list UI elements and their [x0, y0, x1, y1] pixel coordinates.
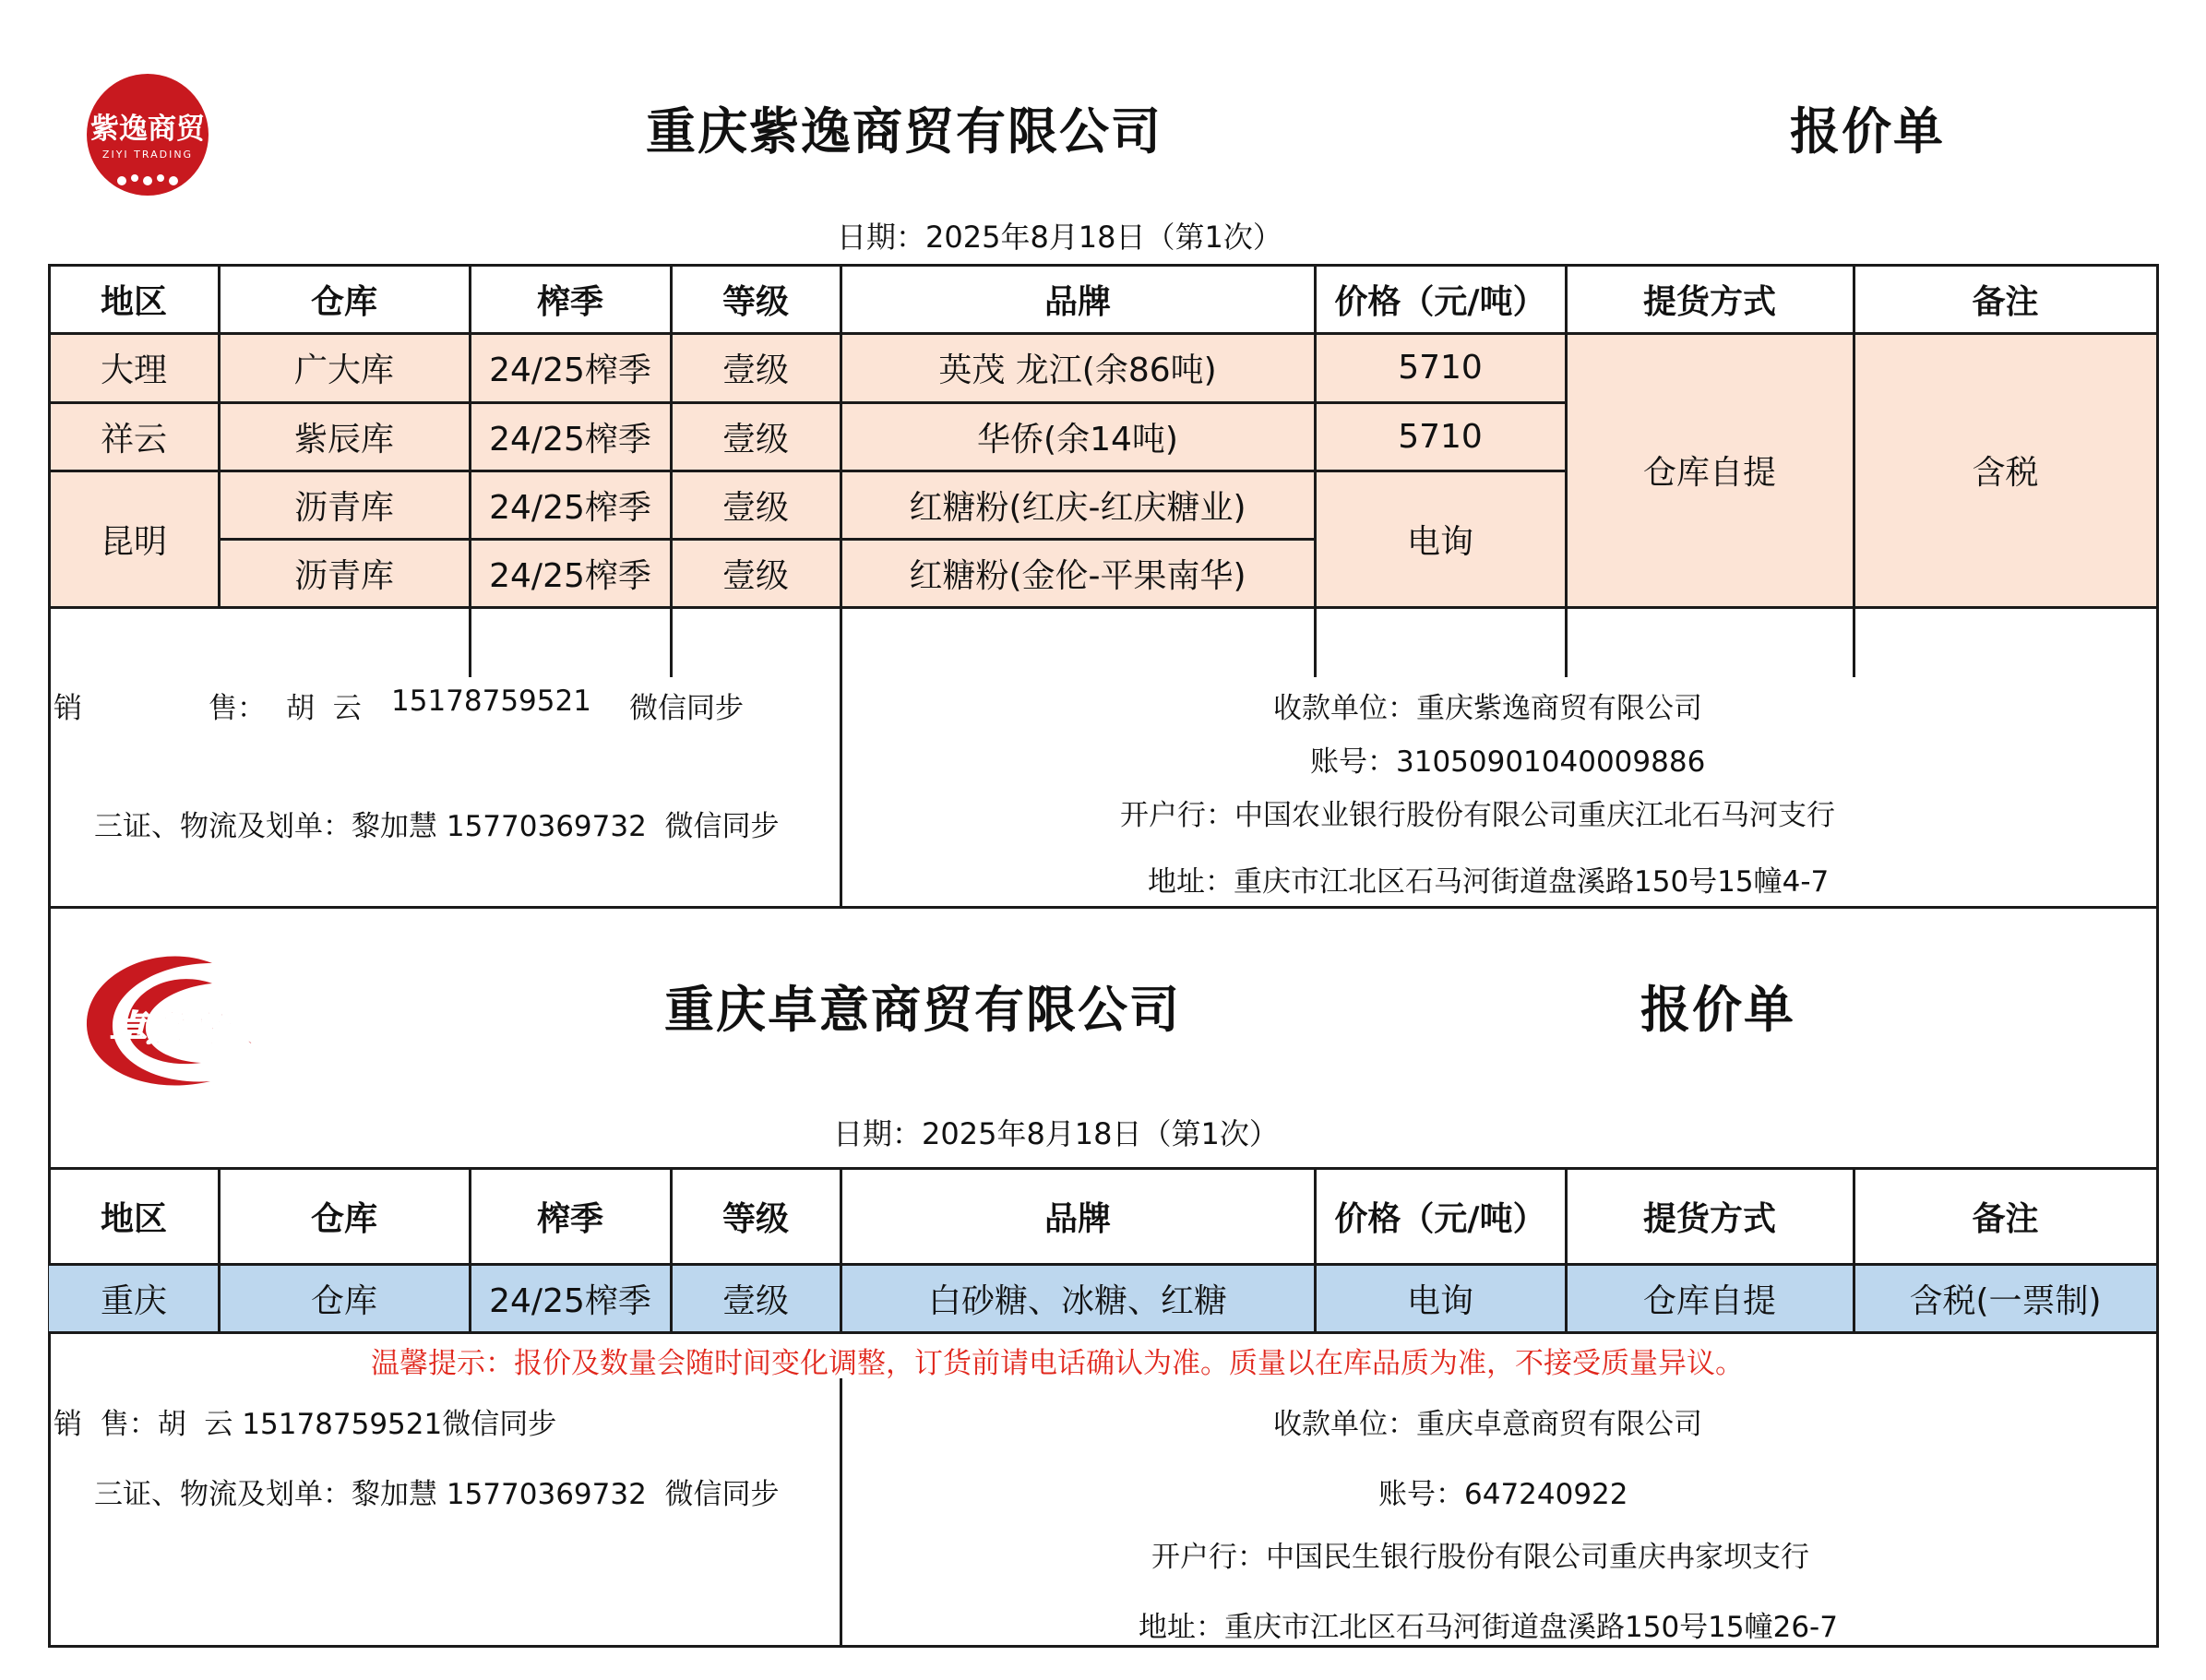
header-region: 地区 [100, 282, 167, 321]
header2-pickup: 提货方式 [1642, 1199, 1776, 1238]
company-title: 重庆紫逸商贸有限公司 [646, 102, 1163, 161]
svg-text:ZIYI TRADING: ZIYI TRADING [101, 149, 194, 161]
account-number: 账号：31050901040009886 [1310, 745, 1706, 779]
row2-season: 24/25榨季 [489, 420, 651, 459]
header-season: 榨季 [536, 282, 603, 321]
row1-warehouse: 广大库 [293, 351, 394, 389]
row2-warehouse: 紫辰库 [293, 420, 394, 459]
address: 地址：重庆市江北区石马河街道盘溪路150号15幢4-7 [1148, 865, 1830, 899]
row4-season: 24/25榨季 [489, 556, 651, 595]
row3-season: 24/25榨季 [489, 488, 651, 527]
row2-grade: 壹级 [721, 420, 789, 459]
sales-info-2: 销 售：胡 云 15178759521微信同步 [54, 1408, 557, 1441]
header-price: 价格（元/吨） [1334, 282, 1546, 321]
row2-brand: 华侨(余14吨) [977, 420, 1178, 459]
bank-name: 开户行：中国农业银行股份有限公司重庆江北石马河支行 [1120, 799, 1835, 832]
row2b-region: 重庆 [100, 1281, 167, 1320]
sales-phone: 15178759521 [391, 685, 591, 718]
row4-brand: 红糖粉(金伦-平果南华) [909, 556, 1246, 595]
zhuoyi-logo [74, 947, 268, 1098]
quote-date: 日期：2025年8月18日（第1次） [837, 220, 1282, 255]
header-remark: 备注 [1972, 282, 2039, 321]
row2b-pickup: 仓库自提 [1642, 1281, 1776, 1320]
payee: 收款单位：重庆紫逸商贸有限公司 [1273, 692, 1702, 725]
header-brand: 品牌 [1043, 282, 1111, 321]
row2b-grade: 壹级 [721, 1281, 789, 1320]
row3-price: 电询 [1406, 522, 1473, 561]
row3-warehouse: 沥青库 [293, 488, 394, 527]
svg-text:紫逸商贸: 紫逸商贸 [90, 113, 205, 146]
row1-grade: 壹级 [721, 351, 789, 389]
sales-label-b: 售： [209, 692, 266, 725]
row1-brand: 英茂 龙江(余86吨) [938, 351, 1217, 389]
svg-text:卓意商贸: 卓意商贸 [109, 1008, 256, 1051]
row2-region: 祥云 [100, 420, 167, 459]
row3-region: 昆明 [100, 522, 167, 561]
header2-region: 地区 [100, 1199, 167, 1238]
row1-season: 24/25榨季 [489, 351, 651, 389]
header2-grade: 等级 [721, 1199, 789, 1238]
row2b-brand: 白砂糖、冰糖、红糖 [927, 1281, 1227, 1320]
row1-price: 5710 [1398, 349, 1483, 387]
doc-title: 报价单 [1790, 102, 1945, 161]
row3-grade: 壹级 [721, 488, 789, 527]
quote-date-2: 日期：2025年8月18日（第1次） [833, 1116, 1279, 1151]
row2b-price: 电询 [1406, 1281, 1473, 1320]
header2-remark: 备注 [1972, 1199, 2039, 1238]
logistics-contact-2: 三证、物流及划单：黎加慧 15770369732 微信同步 [94, 1478, 780, 1511]
doc-title-2: 报价单 [1640, 981, 1795, 1039]
bank-name-2: 开户行：中国民生银行股份有限公司重庆冉家坝支行 [1151, 1541, 1809, 1574]
account-number-2: 账号：647240922 [1378, 1478, 1628, 1511]
row2-price: 5710 [1398, 417, 1483, 456]
logistics-contact: 三证、物流及划单：黎加慧 15770369732 微信同步 [94, 810, 780, 843]
header2-season: 榨季 [536, 1199, 603, 1238]
header2-warehouse: 仓库 [310, 1199, 377, 1238]
row1-region: 大理 [100, 351, 167, 389]
row2b-remark: 含税(一票制) [1909, 1281, 2102, 1320]
sales-label-a: 销 [54, 692, 82, 725]
sales-wechat: 微信同步 [629, 692, 744, 725]
row2b-warehouse: 仓库 [310, 1281, 377, 1320]
notice-text: 温馨提示：报价及数量会随时间变化调整，订货前请电话确认为准。质量以在库品质为准，不接受质量异议。 [371, 1347, 1744, 1380]
header-grade: 等级 [721, 282, 789, 321]
header2-brand: 品牌 [1043, 1199, 1111, 1238]
pickup-method: 仓库自提 [1642, 454, 1776, 492]
row4-warehouse: 沥青库 [293, 556, 394, 595]
payee-2: 收款单位：重庆卓意商贸有限公司 [1273, 1408, 1702, 1441]
header-warehouse: 仓库 [310, 282, 377, 321]
remark: 含税 [1972, 454, 2039, 492]
header-pickup: 提货方式 [1642, 282, 1776, 321]
sales-name: 胡 云 [286, 692, 362, 725]
row2b-season: 24/25榨季 [489, 1281, 651, 1320]
row4-grade: 壹级 [721, 556, 789, 595]
company-title-2: 重庆卓意商贸有限公司 [664, 981, 1181, 1039]
header2-price: 价格（元/吨） [1334, 1199, 1546, 1238]
ziyi-logo [68, 72, 227, 201]
row3-brand: 红糖粉(红庆-红庆糖业) [909, 488, 1246, 527]
address-2: 地址：重庆市江北区石马河街道盘溪路150号15幢26-7 [1139, 1611, 1838, 1644]
